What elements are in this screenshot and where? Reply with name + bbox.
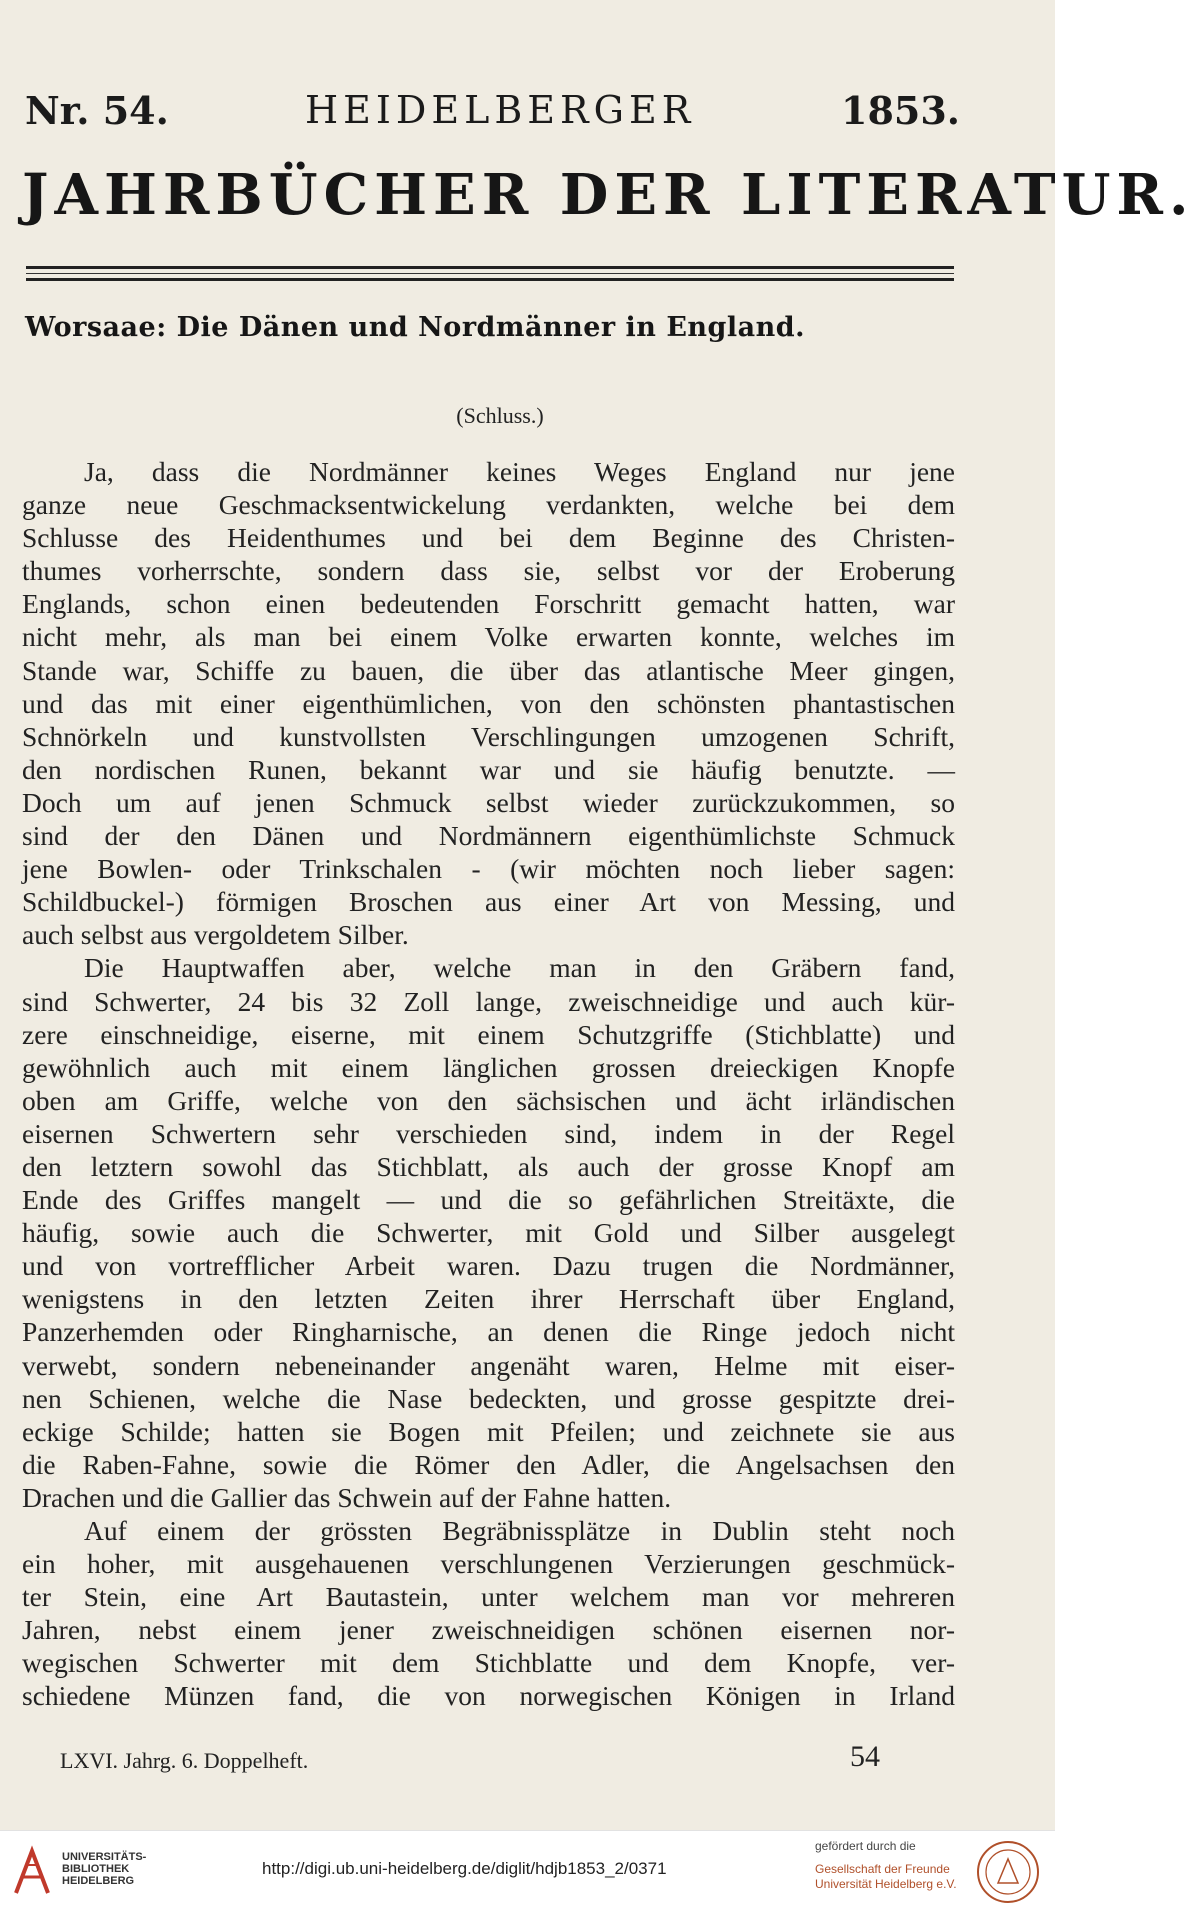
text-line: und von vortrefflicher Arbeit waren. Dazu trugen die Nordmänner, <box>22 1250 955 1282</box>
article-heading: Worsaae: Die Dänen und Nordmänner in England. <box>25 312 806 343</box>
text-line: Schildbuckel-) förmigen Broschen aus einer Art von Messing, und <box>22 886 955 918</box>
text-line: sind Schwerter, 24 bis 32 Zoll lange, zweischneidige und auch kür- <box>22 985 955 1017</box>
issue-number: Nr. 54. <box>25 88 169 133</box>
text-line: auch selbst aus vergoldetem Silber. <box>22 919 409 951</box>
text-line: eckige Schilde; hatten sie Bogen mit Pfeilen; und zeichnete sie aus <box>22 1415 955 1447</box>
text-line: die Raben-Fahne, sowie die Römer den Adler, die Angelsachsen den <box>22 1448 955 1480</box>
text-line: häufig, sowie auch die Schwerter, mit Gold und Silber ausgelegt <box>22 1217 955 1249</box>
text-line: eisernen Schwertern sehr verschieden sind, indem in der Regel <box>22 1117 955 1149</box>
text-line: jene Bowlen- oder Trinkschalen - (wir möchten noch lieber sagen: <box>22 853 955 885</box>
sponsor-credit[interactable] <box>815 1839 957 1892</box>
text-line: thumes vorherrschte, sondern dass sie, selbst vor der Eroberung <box>22 555 955 587</box>
running-header <box>25 88 960 138</box>
text-line: nicht mehr, als man bei einem Volke erwarten konnte, welches im <box>22 621 955 653</box>
text-line: Panzerhemden oder Ringharnische, an denen die Ringe jedoch nicht <box>22 1316 955 1348</box>
text-line: Stande war, Schiffe zu bauen, die über das atlantische Meer gingen, <box>22 654 955 686</box>
text-line: Ende des Griffes mangelt — und die so gefährlichen Streitäxte, die <box>22 1184 955 1216</box>
text-line: sind der den Dänen und Nordmännern eigenthümlichste Schmuck <box>22 820 955 852</box>
text-line: zere einschneidige, eiserne, mit einem Schutzgriffe (Stichblatte) und <box>22 1018 955 1050</box>
text-line: nen Schienen, welche die Nase bedeckten, und grosse gespitzte drei- <box>22 1382 955 1414</box>
publication-name: HEIDELBERGER <box>305 88 696 132</box>
text-line: ter Stein, eine Art Bautastein, unter welchem man vor mehreren <box>22 1581 955 1613</box>
document-url-link[interactable]: http://digi.ub.uni-heidelberg.de/diglit/hdjb1853_2/0371 <box>262 1859 667 1878</box>
text-line: Schlusse des Heidenthumes und bei dem Beginne des Christen- <box>22 522 955 554</box>
text-line: verwebt, sondern nebeneinander angenäht waren, Helme mit eiser- <box>22 1349 955 1381</box>
text-line: Englands, schon einen bedeutenden Forschritt gemacht hatten, war <box>22 588 955 620</box>
text-line: Jahren, nebst einem jener zweischneidigen schönen eisernen nor- <box>22 1614 955 1646</box>
text-line: wegischen Schwerter mit dem Stichblatte und dem Knopfe, ver- <box>22 1647 955 1679</box>
title-rule-thin <box>26 273 954 274</box>
university-library-logo-icon[interactable] <box>12 1845 52 1897</box>
title-rule-thick-bottom <box>26 278 954 281</box>
page-footer <box>60 1740 880 1780</box>
article-body <box>22 455 955 1713</box>
text-line: gewöhnlich auch mit einem länglichen grossen dreieckigen Knopfe <box>22 1051 955 1083</box>
text-line: schiedene Münzen fand, die von norwegischen Königen in Irland <box>22 1680 955 1712</box>
sponsor-name-line2: Universität Heidelberg e.V. <box>815 1877 957 1891</box>
page-number: 54 <box>850 1740 880 1773</box>
article-subheading: (Schluss.) <box>456 403 544 428</box>
text-line: Die Hauptwaffen aber, welche man in den Gräbern fand, <box>84 952 955 984</box>
text-line: oben am Griffe, welche von den sächsischen und ächt irländischen <box>22 1084 955 1116</box>
sponsor-name-line1: Gesellschaft der Freunde <box>815 1862 950 1876</box>
text-line: den letztern sowohl das Stichblatt, als auch der grosse Knopf am <box>22 1150 955 1182</box>
text-line: den nordischen Runen, bekannt war und sie häufig benutzte. — <box>22 753 955 785</box>
text-line: Doch um auf jenen Schmuck selbst wieder zurückzukommen, so <box>22 786 955 818</box>
library-name: UNIVERSITÄTS- BIBLIOTHEK HEIDELBERG <box>62 1851 147 1887</box>
viewer-footer-bar <box>0 1830 1055 1910</box>
text-line: ein hoher, mit ausgehauenen verschlungenen Verzierungen geschmück- <box>22 1548 955 1580</box>
text-line: Schnörkeln und kunstvollsten Verschlingungen umzogenen Schrift, <box>22 720 955 752</box>
text-line: wenigstens in den letzten Zeiten ihrer Herrschaft über England, <box>22 1283 955 1315</box>
title-rule-thick-top <box>26 266 954 269</box>
university-seal-icon <box>975 1839 1041 1905</box>
sponsor-label: gefördert durch die <box>815 1839 916 1853</box>
journal-title: JAHRBÜCHER DER LITERATUR. <box>22 162 1194 228</box>
text-line: und das mit einer eigenthümlichen, von den schönsten phantastischen <box>22 687 955 719</box>
text-line: Ja, dass die Nordmänner keines Weges England nur jene <box>84 456 955 487</box>
publication-year: 1853. <box>841 88 960 133</box>
volume-signature: LXVI. Jahrg. 6. Doppelheft. <box>60 1748 309 1773</box>
text-line: ganze neue Geschmacksentwickelung verdankten, welche bei dem <box>22 489 955 521</box>
text-line: Drachen und die Gallier das Schwein auf der Fahne hatten. <box>22 1481 672 1513</box>
text-line: Auf einem der grössten Begräbnissplätze in Dublin steht noch <box>84 1515 955 1546</box>
